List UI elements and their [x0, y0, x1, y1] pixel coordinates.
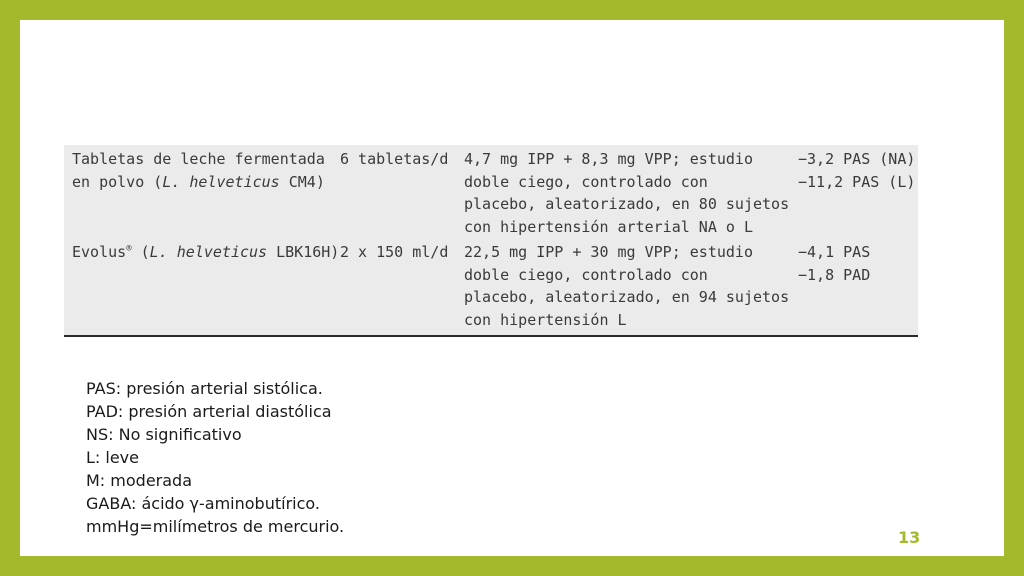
product-cell: [64, 148, 336, 238]
registered-mark: ®: [126, 244, 132, 254]
study-cell: 4,7 mg IPP + 8,3 mg VPP; estudio doble ciego, controlado con placebo, aleatorizado, en 80 sujetos con hipertensión arterial NA o L: [464, 150, 790, 236]
slide: [20, 20, 1004, 556]
product-text: en polvo (L. helveticus CM4): [72, 172, 325, 191]
results-table: [64, 145, 918, 337]
table-row: [64, 145, 918, 238]
table-row: [64, 238, 918, 337]
dose-cell: 6 tabletas/d: [340, 150, 449, 168]
species-name: L. helveticus: [149, 243, 268, 261]
note-line: GABA: ácido γ-aminobutírico.: [86, 494, 320, 513]
note-line: NS: No significativo: [86, 425, 242, 444]
result-cell: −4,1 PAS −1,8 PAD: [798, 243, 871, 284]
product-text: Tabletas de leche fermentada: [72, 150, 325, 168]
result-cell: −3,2 PAS (NA) −11,2 PAS (L): [798, 150, 916, 191]
note-line: M: moderada: [86, 471, 192, 490]
species-name: L. helveticus: [162, 172, 280, 191]
product-text: Evolus® (L. helveticus LBK16H): [72, 243, 340, 261]
note-line: PAS: presión arterial sistólica.: [86, 379, 323, 398]
study-cell: 22,5 mg IPP + 30 mg VPP; estudio doble ciego, controlado con placebo, aleatorizado, en 94 sujetos con hipertensión L: [464, 243, 790, 329]
note-line: PAD: presión arterial diastólica: [86, 402, 332, 421]
note-line: mmHg=milímetros de mercurio.: [86, 517, 345, 536]
product-cell: [64, 241, 340, 331]
note-line: L: leve: [86, 448, 139, 467]
abbreviation-notes: [86, 377, 344, 538]
page-number: 13: [898, 528, 921, 547]
dose-cell: 2 x 150 ml/d: [340, 243, 449, 261]
